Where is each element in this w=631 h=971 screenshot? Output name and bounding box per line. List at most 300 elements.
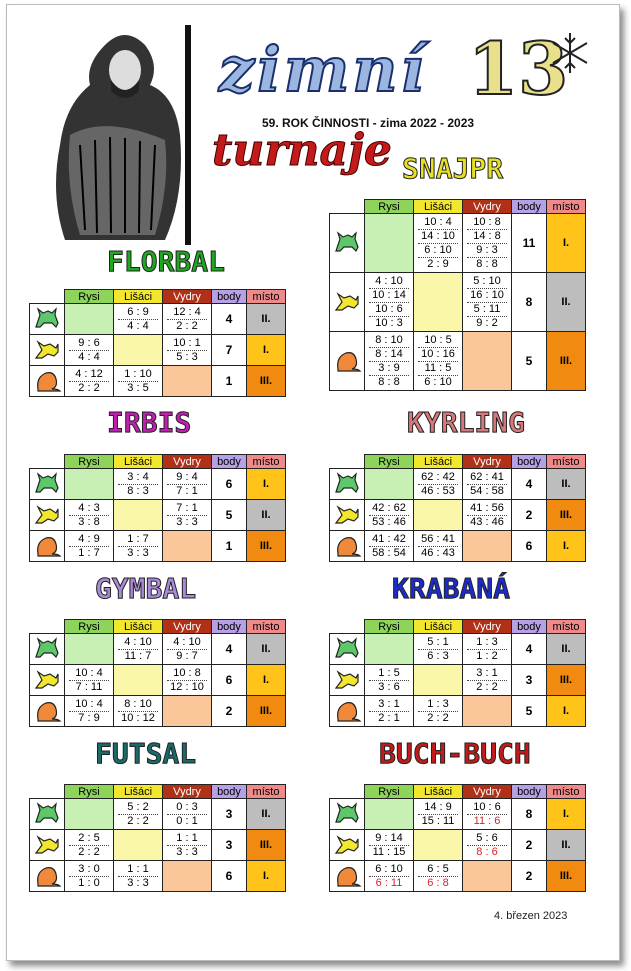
fox-icon [332,501,362,527]
score-cell [365,696,414,727]
results-table [329,454,586,562]
match-score: 5 : 2 [118,801,158,815]
match-score: 14 : 9 [418,801,458,815]
match-score: 1 : 3 [418,698,458,712]
match-score: 10 : 6 [467,801,507,815]
match-score: 8 : 6 [476,845,498,858]
place-cell: I. [547,531,586,562]
team-animal-cell [330,665,365,696]
match-score: 43 : 46 [470,515,504,528]
match-score: 6 : 3 [427,649,449,662]
score-cell [414,332,463,391]
match-score: 4 : 4 [78,350,100,363]
place-cell: II. [547,830,586,861]
score-cell [114,531,163,562]
points-cell: 4 [512,469,547,500]
match-score: 9 : 4 [167,471,207,485]
score-cell [65,335,114,366]
match-score: 0 : 3 [167,801,207,815]
score-cell [414,634,463,665]
points-cell: 8 [512,799,547,830]
match-score: 10 : 12 [121,711,155,724]
corner-cell [30,455,65,469]
score-cell [65,366,114,397]
otter-icon [32,862,62,888]
column-header-team-rysi: Rysi [65,620,114,634]
team-animal-cell [330,273,365,332]
match-score: 14 : 10 [418,230,458,244]
match-score: 1 : 7 [118,533,158,547]
column-header-team-rysi: Rysi [365,620,414,634]
match-score: 3 : 9 [369,362,409,376]
team-animal-cell [30,469,65,500]
place-cell: II. [547,469,586,500]
match-score: 4 : 3 [69,502,109,516]
points-cell: 3 [212,799,247,830]
score-cell [365,665,414,696]
fox-icon [32,831,62,857]
table-row [30,469,286,500]
place-cell: I. [247,665,286,696]
match-score: 5 : 6 [467,832,507,846]
edition-number: 13 [468,26,569,111]
place-cell: III. [247,531,286,562]
column-header-points: body [512,785,547,799]
score-cell [163,665,212,696]
match-score: 15 : 11 [421,814,455,827]
column-header-points: body [212,455,247,469]
corner-cell [330,455,365,469]
points-cell: 1 [212,531,247,562]
match-score: 9 : 3 [467,244,507,258]
points-cell: 5 [512,696,547,727]
match-score: 5 : 11 [467,303,507,317]
team-animal-cell [330,531,365,562]
corner-cell [30,620,65,634]
match-score: 7 : 1 [176,484,198,497]
self-match-cell [365,799,414,830]
match-score: 53 : 46 [372,515,406,528]
self-match-cell [163,531,212,562]
match-score: 1 : 0 [78,876,100,889]
self-match-cell [463,332,512,391]
place-cell: II. [247,799,286,830]
fox-icon [32,666,62,692]
title-zimni: zimní [219,33,427,106]
score-cell [463,799,512,830]
column-header-place: místo [547,620,586,634]
table-row [30,830,286,861]
points-cell: 3 [212,830,247,861]
points-cell: 5 [212,500,247,531]
team-animal-cell [30,830,65,861]
match-score: 5 : 10 [467,275,507,289]
fox-icon [332,288,362,314]
score-cell [365,830,414,861]
table-row [30,799,286,830]
otter-icon [332,347,362,373]
results-table [29,619,286,727]
match-score: 3 : 5 [127,381,149,394]
place-cell: I. [247,861,286,892]
table-row [30,696,286,727]
team-animal-cell [330,696,365,727]
tournament-title: BUCH-BUCH [379,737,531,770]
score-cell [114,696,163,727]
otter-icon [32,532,62,558]
column-header-team-lisaci: Lišáci [114,620,163,634]
place-cell: II. [547,634,586,665]
tournament-title: KRABANÁ [392,572,511,605]
team-animal-cell [330,332,365,391]
tournament-title: KYRLING [407,406,526,439]
match-score: 8 : 8 [476,257,498,270]
place-cell: II. [247,634,286,665]
points-cell: 1 [212,366,247,397]
column-header-place: místo [247,290,286,304]
score-cell [163,830,212,861]
score-cell [414,214,463,273]
score-cell [463,634,512,665]
match-score: 54 : 58 [470,484,504,497]
match-score: 2 : 2 [78,845,100,858]
match-score: 2 : 1 [378,711,400,724]
results-table [329,784,586,892]
score-cell [163,634,212,665]
otter-icon [332,862,362,888]
self-match-cell [463,696,512,727]
self-match-cell [365,469,414,500]
points-cell: 6 [212,665,247,696]
column-header-points: body [512,620,547,634]
table-row [30,500,286,531]
column-header-place: místo [547,455,586,469]
match-score: 9 : 6 [69,337,109,351]
points-cell: 11 [512,214,547,273]
match-score: 3 : 1 [369,698,409,712]
results-table [29,289,286,397]
table-row [330,634,586,665]
match-score: 6 : 5 [418,863,458,877]
table-row [30,861,286,892]
place-cell: II. [247,304,286,335]
column-header-team-vydry: Vydry [463,200,512,214]
points-cell: 4 [212,304,247,335]
match-score: 2 : 2 [78,381,100,394]
score-cell [365,861,414,892]
table-row [330,696,586,727]
fox-icon [332,831,362,857]
otter-icon [32,367,62,393]
score-cell [414,469,463,500]
snowflake-icon [547,30,593,76]
place-cell: III. [247,366,286,397]
table-row [30,665,286,696]
match-score: 10 : 8 [167,667,207,681]
match-score: 1 : 7 [78,546,100,559]
points-cell: 2 [512,861,547,892]
match-score: 7 : 11 [75,680,103,693]
score-cell [414,531,463,562]
column-header-team-rysi: Rysi [365,785,414,799]
table-row [330,861,586,892]
place-cell: I. [547,214,586,273]
score-cell [114,304,163,335]
results-table [29,784,286,892]
points-cell: 4 [212,634,247,665]
table-row [330,332,586,391]
season-subtitle: 59. ROK ČINNOSTI - zima 2022 - 2023 [262,116,475,130]
team-animal-cell [30,366,65,397]
self-match-cell [365,634,414,665]
column-header-team-lisaci: Lišáci [414,785,463,799]
score-cell [65,531,114,562]
table-row [330,665,586,696]
self-match-cell [65,304,114,335]
points-cell: 7 [212,335,247,366]
column-header-place: místo [247,455,286,469]
corner-cell [30,785,65,799]
match-score: 2 : 5 [69,832,109,846]
match-score: 1 : 1 [118,863,158,877]
score-cell [163,500,212,531]
fox-icon [32,336,62,362]
team-animal-cell [30,335,65,366]
place-cell: III. [547,500,586,531]
score-cell [114,366,163,397]
results-table [329,619,586,727]
score-cell [414,861,463,892]
table-row [30,366,286,397]
score-cell [163,304,212,335]
self-match-cell [414,500,463,531]
column-header-team-lisaci: Lišáci [414,455,463,469]
match-score: 3 : 0 [69,863,109,877]
match-score: 3 : 8 [78,515,100,528]
team-animal-cell [330,469,365,500]
lynx-icon [332,635,362,661]
column-header-team-vydry: Vydry [163,455,212,469]
tournament-title: GYMBAL [95,572,197,605]
points-cell: 6 [212,861,247,892]
match-score: 10 : 4 [69,667,109,681]
match-score: 1 : 5 [369,667,409,681]
column-header-points: body [212,785,247,799]
score-cell [65,500,114,531]
match-score: 2 : 2 [427,711,449,724]
team-animal-cell [330,634,365,665]
points-cell: 8 [512,273,547,332]
match-score: 8 : 8 [378,375,400,388]
match-score: 2 : 2 [176,319,198,332]
match-score: 14 : 8 [467,230,507,244]
match-score: 4 : 4 [127,319,149,332]
lynx-icon [32,635,62,661]
place-cell: II. [247,500,286,531]
self-match-cell [365,214,414,273]
match-score: 6 : 10 [424,375,452,388]
column-header-team-lisaci: Lišáci [414,200,463,214]
lynx-icon [32,800,62,826]
column-header-team-rysi: Rysi [65,290,114,304]
score-cell [463,665,512,696]
table-row [30,335,286,366]
points-cell: 6 [212,469,247,500]
match-score: 42 : 62 [369,502,409,516]
column-header-team-vydry: Vydry [463,455,512,469]
team-animal-cell [330,830,365,861]
self-match-cell [414,665,463,696]
column-header-team-vydry: Vydry [163,620,212,634]
corner-cell [330,200,365,214]
self-match-cell [414,830,463,861]
match-score: 3 : 3 [127,876,149,889]
match-score: 9 : 2 [476,316,498,329]
column-header-place: místo [247,620,286,634]
lynx-icon [332,229,362,255]
column-header-team-lisaci: Lišáci [114,290,163,304]
match-score: 2 : 2 [127,814,149,827]
score-cell [365,500,414,531]
match-score: 3 : 4 [118,471,158,485]
table-row [30,304,286,335]
match-score: 8 : 10 [369,334,409,348]
self-match-cell [163,366,212,397]
self-match-cell [65,634,114,665]
match-score: 12 : 10 [170,680,204,693]
place-cell: III. [547,861,586,892]
table-row [330,469,586,500]
match-score: 6 : 8 [427,876,449,889]
points-cell: 4 [512,634,547,665]
score-cell [114,469,163,500]
match-score: 3 : 3 [127,546,149,559]
match-score: 6 : 10 [369,863,409,877]
self-match-cell [114,830,163,861]
otter-icon [32,697,62,723]
score-cell [463,469,512,500]
match-score: 10 : 5 [418,334,458,348]
place-cell: III. [247,696,286,727]
points-cell: 6 [512,531,547,562]
lynx-icon [332,470,362,496]
match-score: 11 : 7 [124,649,152,662]
match-score: 56 : 41 [418,533,458,547]
team-animal-cell [30,634,65,665]
lynx-icon [32,470,62,496]
tournament-title: FUTSAL [95,737,197,770]
points-cell: 2 [212,696,247,727]
team-animal-cell [30,531,65,562]
match-score: 10 : 4 [69,698,109,712]
fox-icon [332,666,362,692]
column-header-team-rysi: Rysi [365,455,414,469]
team-animal-cell [30,696,65,727]
match-score: 58 : 54 [372,546,406,559]
match-score: 7 : 9 [78,711,100,724]
team-animal-cell [330,861,365,892]
place-cell: I. [247,335,286,366]
column-header-team-lisaci: Lišáci [414,620,463,634]
score-cell [463,500,512,531]
column-header-points: body [512,200,547,214]
team-animal-cell [330,214,365,273]
match-score: 5 : 1 [418,636,458,650]
tournaments-heading: turnaje [212,125,392,176]
column-header-team-lisaci: Lišáci [114,785,163,799]
score-cell [463,214,512,273]
place-cell: III. [547,332,586,391]
score-cell [463,273,512,332]
match-score: 62 : 42 [418,471,458,485]
self-match-cell [414,273,463,332]
score-cell [414,696,463,727]
table-row [330,273,586,332]
self-match-cell [65,799,114,830]
match-score: 10 : 3 [375,316,403,329]
table-row [330,214,586,273]
score-cell [163,469,212,500]
match-score: 6 : 9 [118,306,158,320]
table-row [330,531,586,562]
team-animal-cell [30,861,65,892]
score-cell [65,861,114,892]
team-animal-cell [30,304,65,335]
table-row [330,830,586,861]
team-animal-cell [30,799,65,830]
table-row [30,531,286,562]
otter-icon [332,532,362,558]
lynx-icon [332,800,362,826]
self-match-cell [114,665,163,696]
fox-icon [32,501,62,527]
match-score: 9 : 7 [176,649,198,662]
score-cell [114,634,163,665]
hunter-figure-illustration [45,25,195,250]
column-header-place: místo [247,785,286,799]
score-cell [114,799,163,830]
place-cell: I. [247,469,286,500]
self-match-cell [163,861,212,892]
match-score: 3 : 6 [378,680,400,693]
match-score: 11 : 15 [372,845,406,858]
column-header-points: body [212,290,247,304]
points-cell: 5 [512,332,547,391]
place-cell: I. [547,696,586,727]
match-score: 9 : 14 [369,832,409,846]
column-header-team-vydry: Vydry [463,785,512,799]
team-animal-cell [30,500,65,531]
team-animal-cell [330,799,365,830]
score-cell [365,332,414,391]
table-row [330,799,586,830]
corner-cell [330,620,365,634]
match-score: 6 : 10 [418,244,458,258]
match-score: 12 : 4 [167,306,207,320]
tournament-title: IRBIS [107,406,192,439]
results-table [29,454,286,562]
match-score: 4 : 10 [167,636,207,650]
corner-cell [30,290,65,304]
results-table [329,199,586,391]
points-cell: 2 [512,830,547,861]
place-cell: I. [547,799,586,830]
match-score: 10 : 14 [369,289,409,303]
self-match-cell [65,469,114,500]
match-score: 10 : 16 [418,348,458,362]
team-animal-cell [330,500,365,531]
match-score: 41 : 42 [369,533,409,547]
